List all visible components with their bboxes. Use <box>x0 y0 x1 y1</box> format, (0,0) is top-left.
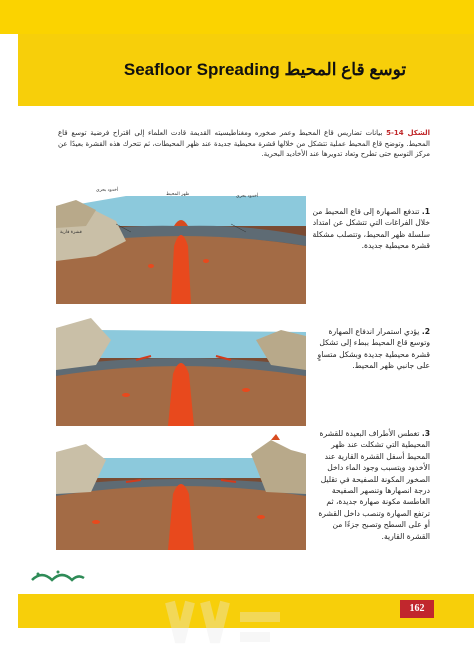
step-number: 3. <box>421 429 430 438</box>
seafloor-diagram-1 <box>56 186 306 306</box>
step-3 <box>312 428 430 542</box>
diagram-label: ظهر المحيط <box>166 192 190 197</box>
header-top-band <box>0 0 474 34</box>
diagram-step-3 <box>56 432 306 552</box>
figure-caption-text: بيانات تضاريس قاع المحيط وعمر صخوره ومغناطيسيته القديمة قادت العلماء إلى اقتراح فرضية توسع قاع المحيط. وتوضح قاع المحيط عملية تتشكل من خلالها قشرة محيطية جديدة عند ظهر المحيطات، ثم تتحرك هذه القشرة بعيدًا عن مركز التوسع حتى تطرح وتعاد تدويرها عند الأخاديد البحرية. <box>58 129 430 158</box>
diagram-label: قشرة قارية <box>60 230 82 235</box>
step-text: تغطس الأطراف البعيدة للقشرة المحيطية التي تشكلت عند ظهر المحيط أسفل القشرة القارية عند الأخدود ويتسبب وجود الماء داخل الصخور المكونة للصفيحة في تقليل درجة انصهارها وتنصهر الصفيحة الغاطسة مكونة صهارة جديدة، ثم ترتفع الصهارة وتنصب داخل القشرة أو على السطح وتصبح جزءًا من القشرة القارية. <box>318 429 430 541</box>
step-text: يؤدي استمرار اندفاع الصهارة وتوسع قاع المحيط ببطء إلى تشكل قشرة محيطية جديدة وبشكل متساوٍ على جانبي ظهر المحيط. <box>317 327 430 371</box>
step-1 <box>312 206 430 252</box>
page-number: 162 <box>400 600 434 618</box>
step-text: تندفع الصهارة إلى قاع المحيط من خلال الفراغات التي تتشكل عن امتداد سلسلة ظهر المحيط، وتتصلب مشكلة قشرة محيطية جديدة. <box>312 207 430 251</box>
diagram-step-1 <box>56 186 306 306</box>
step-number: 2. <box>421 327 430 336</box>
figure-caption <box>58 128 430 160</box>
figure-label: الشكل 14-5 <box>386 129 430 137</box>
step-number: 1. <box>421 207 430 216</box>
ministry-logo-icon <box>28 566 88 588</box>
diagram-label: أخدود بحري <box>96 188 119 193</box>
seafloor-diagram-2 <box>56 310 306 428</box>
seafloor-diagram-3 <box>56 432 306 552</box>
step-2 <box>312 326 430 372</box>
diagram-label: أخدود بحري <box>236 194 259 199</box>
watermark-logo-icon <box>160 592 290 662</box>
diagram-step-2 <box>56 310 306 428</box>
page-title: Seafloor Spreading توسع قاع المحيط <box>123 60 407 79</box>
